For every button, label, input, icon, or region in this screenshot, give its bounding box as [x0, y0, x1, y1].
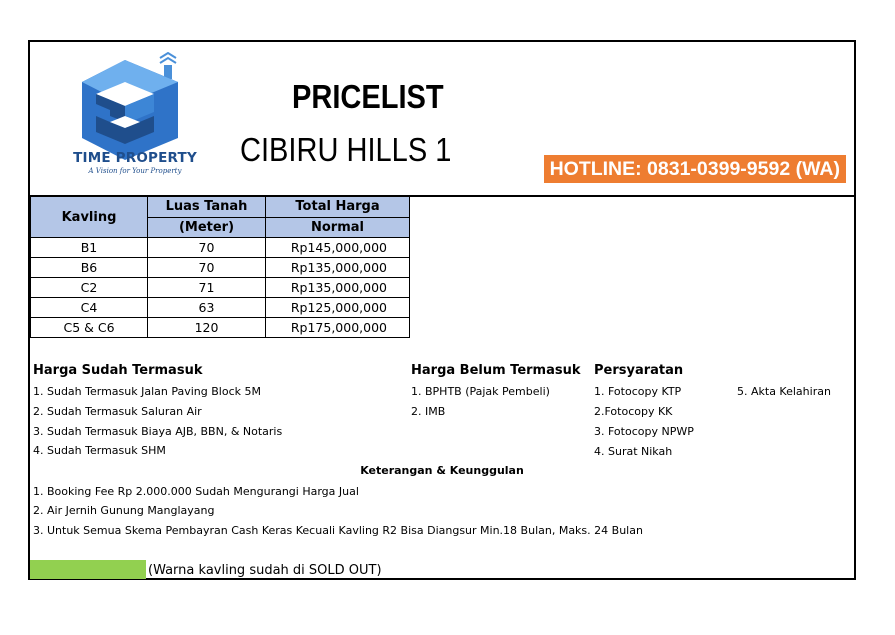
sold-out-legend-text: (Warna kavling sudah di SOLD OUT) — [148, 563, 382, 578]
section-title-belum-termasuk: Harga Belum Termasuk — [411, 363, 581, 378]
col-header-harga: Total Harga — [266, 197, 410, 218]
termasuk-item: 4. Sudah Termasuk SHM — [33, 444, 166, 457]
brand-name: TIME PROPERTY — [73, 150, 197, 166]
col-header-kavling: Kavling — [31, 197, 148, 238]
keterangan-item: 3. Untuk Semua Skema Pembayran Cash Keras Kecuali Kavling R2 Bisa Diangsur Min.18 Bulan, Maks. 24 Bulan — [33, 524, 643, 537]
cell-luas: 70 — [148, 258, 266, 278]
section-title-keterangan: Keterangan & Keunggulan — [360, 464, 524, 477]
col-header-luas-unit: (Meter) — [148, 217, 266, 238]
persyaratan-item: 4. Surat Nikah — [594, 445, 673, 458]
persyaratan-item: 3. Fotocopy NPWP — [594, 425, 694, 438]
col-header-luas: Luas Tanah — [148, 197, 266, 218]
table-row — [31, 258, 410, 278]
table-row — [31, 238, 410, 258]
cell-kavling: C2 — [31, 278, 148, 298]
table-row — [31, 298, 410, 318]
price-table — [30, 196, 410, 338]
section-title-termasuk: Harga Sudah Termasuk — [33, 363, 203, 378]
termasuk-item: 3. Sudah Termasuk Biaya AJB, BBN, & Notaris — [33, 425, 283, 438]
cell-harga: Rp125,000,000 — [266, 298, 410, 318]
page-subtitle: CIBIRU HILLS 1 — [240, 131, 452, 168]
sold-out-color-swatch — [30, 560, 146, 579]
table-row — [31, 318, 410, 338]
hotline-badge[interactable]: HOTLINE: 0831-0399-9592 (WA) — [544, 155, 846, 183]
cell-harga: Rp135,000,000 — [266, 258, 410, 278]
cell-kavling: B1 — [31, 238, 148, 258]
cell-harga: Rp175,000,000 — [266, 318, 410, 338]
cell-luas: 70 — [148, 238, 266, 258]
termasuk-item: 2. Sudah Termasuk Saluran Air — [33, 405, 202, 418]
page-title: PRICELIST — [292, 78, 444, 115]
keterangan-item: 2. Air Jernih Gunung Manglayang — [33, 504, 215, 517]
keterangan-item: 1. Booking Fee Rp 2.000.000 Sudah Mengurangi Harga Jual — [33, 485, 359, 498]
cell-kavling: C5 & C6 — [31, 318, 148, 338]
cell-kavling: B6 — [31, 258, 148, 278]
belum-termasuk-item: 1. BPHTB (Pajak Pembeli) — [411, 385, 550, 398]
cell-harga: Rp145,000,000 — [266, 238, 410, 258]
pricelist-sheet — [28, 40, 856, 580]
cell-kavling: C4 — [31, 298, 148, 318]
persyaratan-item: 5. Akta Kelahiran — [737, 385, 831, 398]
section-title-persyaratan: Persyaratan — [594, 363, 684, 378]
cell-luas: 71 — [148, 278, 266, 298]
brand-tagline: A Vision for Your Property — [88, 167, 182, 175]
cell-harga: Rp135,000,000 — [266, 278, 410, 298]
cell-luas: 63 — [148, 298, 266, 318]
persyaratan-item: 1. Fotocopy KTP — [594, 385, 682, 398]
persyaratan-item: 2.Fotocopy KK — [594, 405, 673, 418]
col-header-harga-sub: Normal — [266, 217, 410, 238]
termasuk-item: 1. Sudah Termasuk Jalan Paving Block 5M — [33, 385, 261, 398]
table-row — [31, 278, 410, 298]
belum-termasuk-item: 2. IMB — [411, 405, 446, 418]
cell-luas: 120 — [148, 318, 266, 338]
